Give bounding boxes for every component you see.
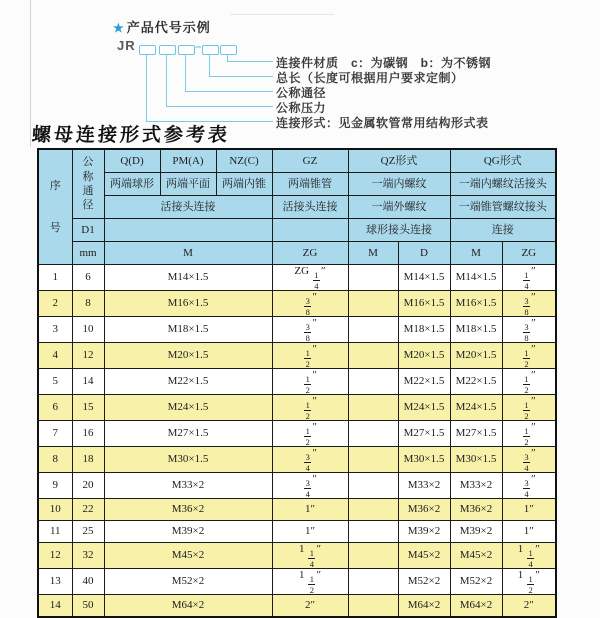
header-qg-desc2: 一端锥管螺纹接头 (450, 196, 556, 219)
qz-d-cell: M36×2 (398, 499, 450, 521)
diagram-heading-text: 产品代号示例 (126, 20, 211, 35)
table-row (38, 291, 556, 317)
dn-cell: 32 (72, 543, 104, 569)
qg-m-cell: M20×1.5 (450, 343, 502, 369)
table-row (38, 317, 556, 343)
header-pm-desc: 两端平面 (160, 173, 216, 196)
qg-zg-cell: $\frac{1}{4}$ ″ (502, 265, 556, 291)
dn-cell: 14 (72, 369, 104, 395)
qg-m-cell: M36×2 (450, 499, 502, 521)
m-thread-cell: M27×1.5 (104, 421, 272, 447)
m-thread-cell: M16×1.5 (104, 291, 272, 317)
dn-cell: 8 (72, 291, 104, 317)
m-thread-cell: M45×2 (104, 543, 272, 569)
gz-size-cell: $\frac{1}{2}$ ″ (272, 343, 348, 369)
seq-cell: 12 (38, 543, 72, 569)
qz-m-cell (348, 473, 398, 499)
table-row (38, 395, 556, 421)
m-thread-cell: M18×1.5 (104, 317, 272, 343)
gz-size-cell: $\frac{3}{8}$ ″ (272, 317, 348, 343)
qz-d-cell: M20×1.5 (398, 343, 450, 369)
gz-size-cell: 2″ (272, 595, 348, 618)
seq-cell: 3 (38, 317, 72, 343)
nut-connection-table (37, 148, 557, 618)
qg-m-cell: M64×2 (450, 595, 502, 618)
header-qz-conn: 球形接头连接 (348, 219, 450, 242)
qz-m-cell (348, 569, 398, 595)
label-pressure: 公称压力 (276, 101, 327, 115)
header-col-qg: QG形式 (450, 149, 556, 173)
gz-size-cell: 1 $\frac{1}{4}$ ″ (272, 543, 348, 569)
header-qg-desc1: 一端内螺纹活接头 (450, 173, 556, 196)
header-empty-gz (272, 219, 348, 242)
seq-cell: 1 (38, 265, 72, 291)
table-row (38, 473, 556, 499)
qz-m-cell (348, 343, 398, 369)
qz-m-cell (348, 595, 398, 618)
header-qz-d: D (398, 242, 450, 265)
gz-size-cell: 1 $\frac{1}{2}$ ″ (272, 569, 348, 595)
qz-m-cell (348, 543, 398, 569)
gz-size-cell: $\frac{1}{2}$ ″ (272, 369, 348, 395)
table-row (38, 265, 556, 291)
qz-m-cell (348, 317, 398, 343)
qz-m-cell (348, 499, 398, 521)
qg-zg-cell: $\frac{1}{2}$ ″ (502, 421, 556, 447)
qg-m-cell: M33×2 (450, 473, 502, 499)
qg-zg-cell: 1 $\frac{1}{4}$ ″ (502, 543, 556, 569)
qg-zg-cell: $\frac{3}{8}$ ″ (502, 291, 556, 317)
qg-zg-cell: $\frac{1}{2}$ ″ (502, 343, 556, 369)
header-col-nz: NZ(C) (216, 149, 272, 173)
m-thread-cell: M33×2 (104, 473, 272, 499)
label-connection: 连接形式：见金属软管常用结构形式表 (276, 116, 489, 130)
code-dash: – (195, 41, 202, 53)
label-diameter: 公称通径 (276, 86, 327, 100)
qz-d-cell: M64×2 (398, 595, 450, 618)
header-gz-unit: ZG (272, 242, 348, 265)
m-thread-cell: M14×1.5 (104, 265, 272, 291)
table-row (38, 521, 556, 543)
qg-m-cell: M18×1.5 (450, 317, 502, 343)
qg-zg-cell: $\frac{3}{4}$ ″ (502, 473, 556, 499)
qz-d-cell: M18×1.5 (398, 317, 450, 343)
qz-d-cell: M39×2 (398, 521, 450, 543)
qz-d-cell: M24×1.5 (398, 395, 450, 421)
m-thread-cell: M22×1.5 (104, 369, 272, 395)
qz-d-cell: M33×2 (398, 473, 450, 499)
qg-zg-cell: $\frac{3}{8}$ ″ (502, 317, 556, 343)
header-col-gz: GZ (272, 149, 348, 173)
header-qg-m: M (450, 242, 502, 265)
qg-zg-cell: 1″ (502, 521, 556, 543)
seq-cell: 7 (38, 421, 72, 447)
m-thread-cell: M64×2 (104, 595, 272, 618)
qz-m-cell (348, 447, 398, 473)
qg-m-cell: M30×1.5 (450, 447, 502, 473)
table-row (38, 369, 556, 395)
seq-cell: 2 (38, 291, 72, 317)
qz-d-cell: M27×1.5 (398, 421, 450, 447)
m-thread-cell: M52×2 (104, 569, 272, 595)
seq-cell: 11 (38, 521, 72, 543)
gz-size-cell: $\frac{3}{4}$ ″ (272, 447, 348, 473)
table-row (38, 543, 556, 569)
header-qz-desc1: 一端内螺纹 (348, 173, 450, 196)
qg-zg-cell: 2″ (502, 595, 556, 618)
qg-m-cell: M14×1.5 (450, 265, 502, 291)
header-qz-desc2: 一端外螺纹 (348, 196, 450, 219)
qg-m-cell: M22×1.5 (450, 369, 502, 395)
header-gz-conn: 活接头连接 (272, 196, 348, 219)
gz-size-cell: 1″ (272, 499, 348, 521)
qz-d-cell: M16×1.5 (398, 291, 450, 317)
seq-cell: 14 (38, 595, 72, 618)
qz-d-cell: M52×2 (398, 569, 450, 595)
seq-cell: 13 (38, 569, 72, 595)
star-icon: ★ (113, 21, 125, 35)
m-thread-cell: M24×1.5 (104, 395, 272, 421)
qg-m-cell: M52×2 (450, 569, 502, 595)
dn-cell: 16 (72, 421, 104, 447)
header-col-q: Q(D) (104, 149, 160, 173)
page-title: 螺母连接形式参考表 (31, 124, 231, 146)
dn-cell: 40 (72, 569, 104, 595)
header-dn: 公称通径 (72, 149, 104, 219)
table-row (38, 447, 556, 473)
qz-m-cell (348, 369, 398, 395)
m-thread-cell: M39×2 (104, 521, 272, 543)
gz-size-cell: $\frac{3}{8}$ ″ (272, 291, 348, 317)
qz-m-cell (348, 291, 398, 317)
header-q-desc: 两端球形 (104, 173, 160, 196)
seq-cell: 5 (38, 369, 72, 395)
seq-cell: 6 (38, 395, 72, 421)
qz-m-cell (348, 395, 398, 421)
dn-cell: 50 (72, 595, 104, 618)
gz-size-cell: $\frac{1}{2}$ ″ (272, 395, 348, 421)
m-thread-cell: M36×2 (104, 499, 272, 521)
qz-d-cell: M22×1.5 (398, 369, 450, 395)
qg-m-cell: M39×2 (450, 521, 502, 543)
qg-zg-cell: $\frac{1}{2}$ ″ (502, 369, 556, 395)
qg-zg-cell: 1 $\frac{1}{2}$ ″ (502, 569, 556, 595)
qz-m-cell (348, 265, 398, 291)
table-row (38, 499, 556, 521)
code-prefix: JR (117, 38, 136, 53)
qz-m-cell (348, 421, 398, 447)
gz-size-cell: 1″ (272, 521, 348, 543)
qz-m-cell (348, 521, 398, 543)
qg-m-cell: M27×1.5 (450, 421, 502, 447)
table-row (38, 343, 556, 369)
seq-cell: 9 (38, 473, 72, 499)
connector-line-connection (146, 54, 273, 122)
gz-size-cell: $\frac{3}{4}$ ″ (272, 473, 348, 499)
header-qg-zg: ZG (502, 242, 556, 265)
header-col-pm: PM(A) (160, 149, 216, 173)
header-empty-left (104, 219, 272, 242)
header-nz-desc: 两端内锥 (216, 173, 272, 196)
table-row (38, 421, 556, 447)
seq-cell: 8 (38, 447, 72, 473)
table-row (38, 569, 556, 595)
dn-cell: 6 (72, 265, 104, 291)
table-header (38, 149, 556, 265)
table-body (38, 265, 556, 618)
dn-cell: 22 (72, 499, 104, 521)
qg-zg-cell: $\frac{1}{2}$ ″ (502, 395, 556, 421)
header-qz-m: M (348, 242, 398, 265)
header-seq: 序号 (38, 149, 72, 265)
dn-cell: 25 (72, 521, 104, 543)
header-m-left: M (104, 242, 272, 265)
header-col-qz: QZ形式 (348, 149, 450, 173)
seq-cell: 10 (38, 499, 72, 521)
label-material: 连接件材质 c：为碳钢 b：为不锈钢 (276, 56, 492, 70)
qz-d-cell: M14×1.5 (398, 265, 450, 291)
m-thread-cell: M20×1.5 (104, 343, 272, 369)
m-thread-cell: M30×1.5 (104, 447, 272, 473)
dn-cell: 12 (72, 343, 104, 369)
table-row (38, 595, 556, 618)
label-length: 总长（长度可根据用户要求定制） (276, 71, 464, 85)
qg-zg-cell: 1″ (502, 499, 556, 521)
dn-cell: 10 (72, 317, 104, 343)
qg-m-cell: M16×1.5 (450, 291, 502, 317)
qz-d-cell: M45×2 (398, 543, 450, 569)
dn-cell: 20 (72, 473, 104, 499)
qg-m-cell: M45×2 (450, 543, 502, 569)
seq-cell: 4 (38, 343, 72, 369)
dn-cell: 15 (72, 395, 104, 421)
gz-size-cell: $\frac{1}{2}$ ″ (272, 421, 348, 447)
diagram-heading (113, 17, 211, 36)
qg-m-cell: M24×1.5 (450, 395, 502, 421)
dn-cell: 18 (72, 447, 104, 473)
header-mm: mm (72, 242, 104, 265)
qz-d-cell: M30×1.5 (398, 447, 450, 473)
gz-size-cell: ZG $\frac{1}{4}$ ″ (272, 265, 348, 291)
header-left-conn: 活接头连接 (104, 196, 272, 219)
header-gz-desc: 两端锥管 (272, 173, 348, 196)
header-d1: D1 (72, 219, 104, 242)
qg-zg-cell: $\frac{3}{4}$ ″ (502, 447, 556, 473)
header-qg-conn: 连接 (450, 219, 556, 242)
